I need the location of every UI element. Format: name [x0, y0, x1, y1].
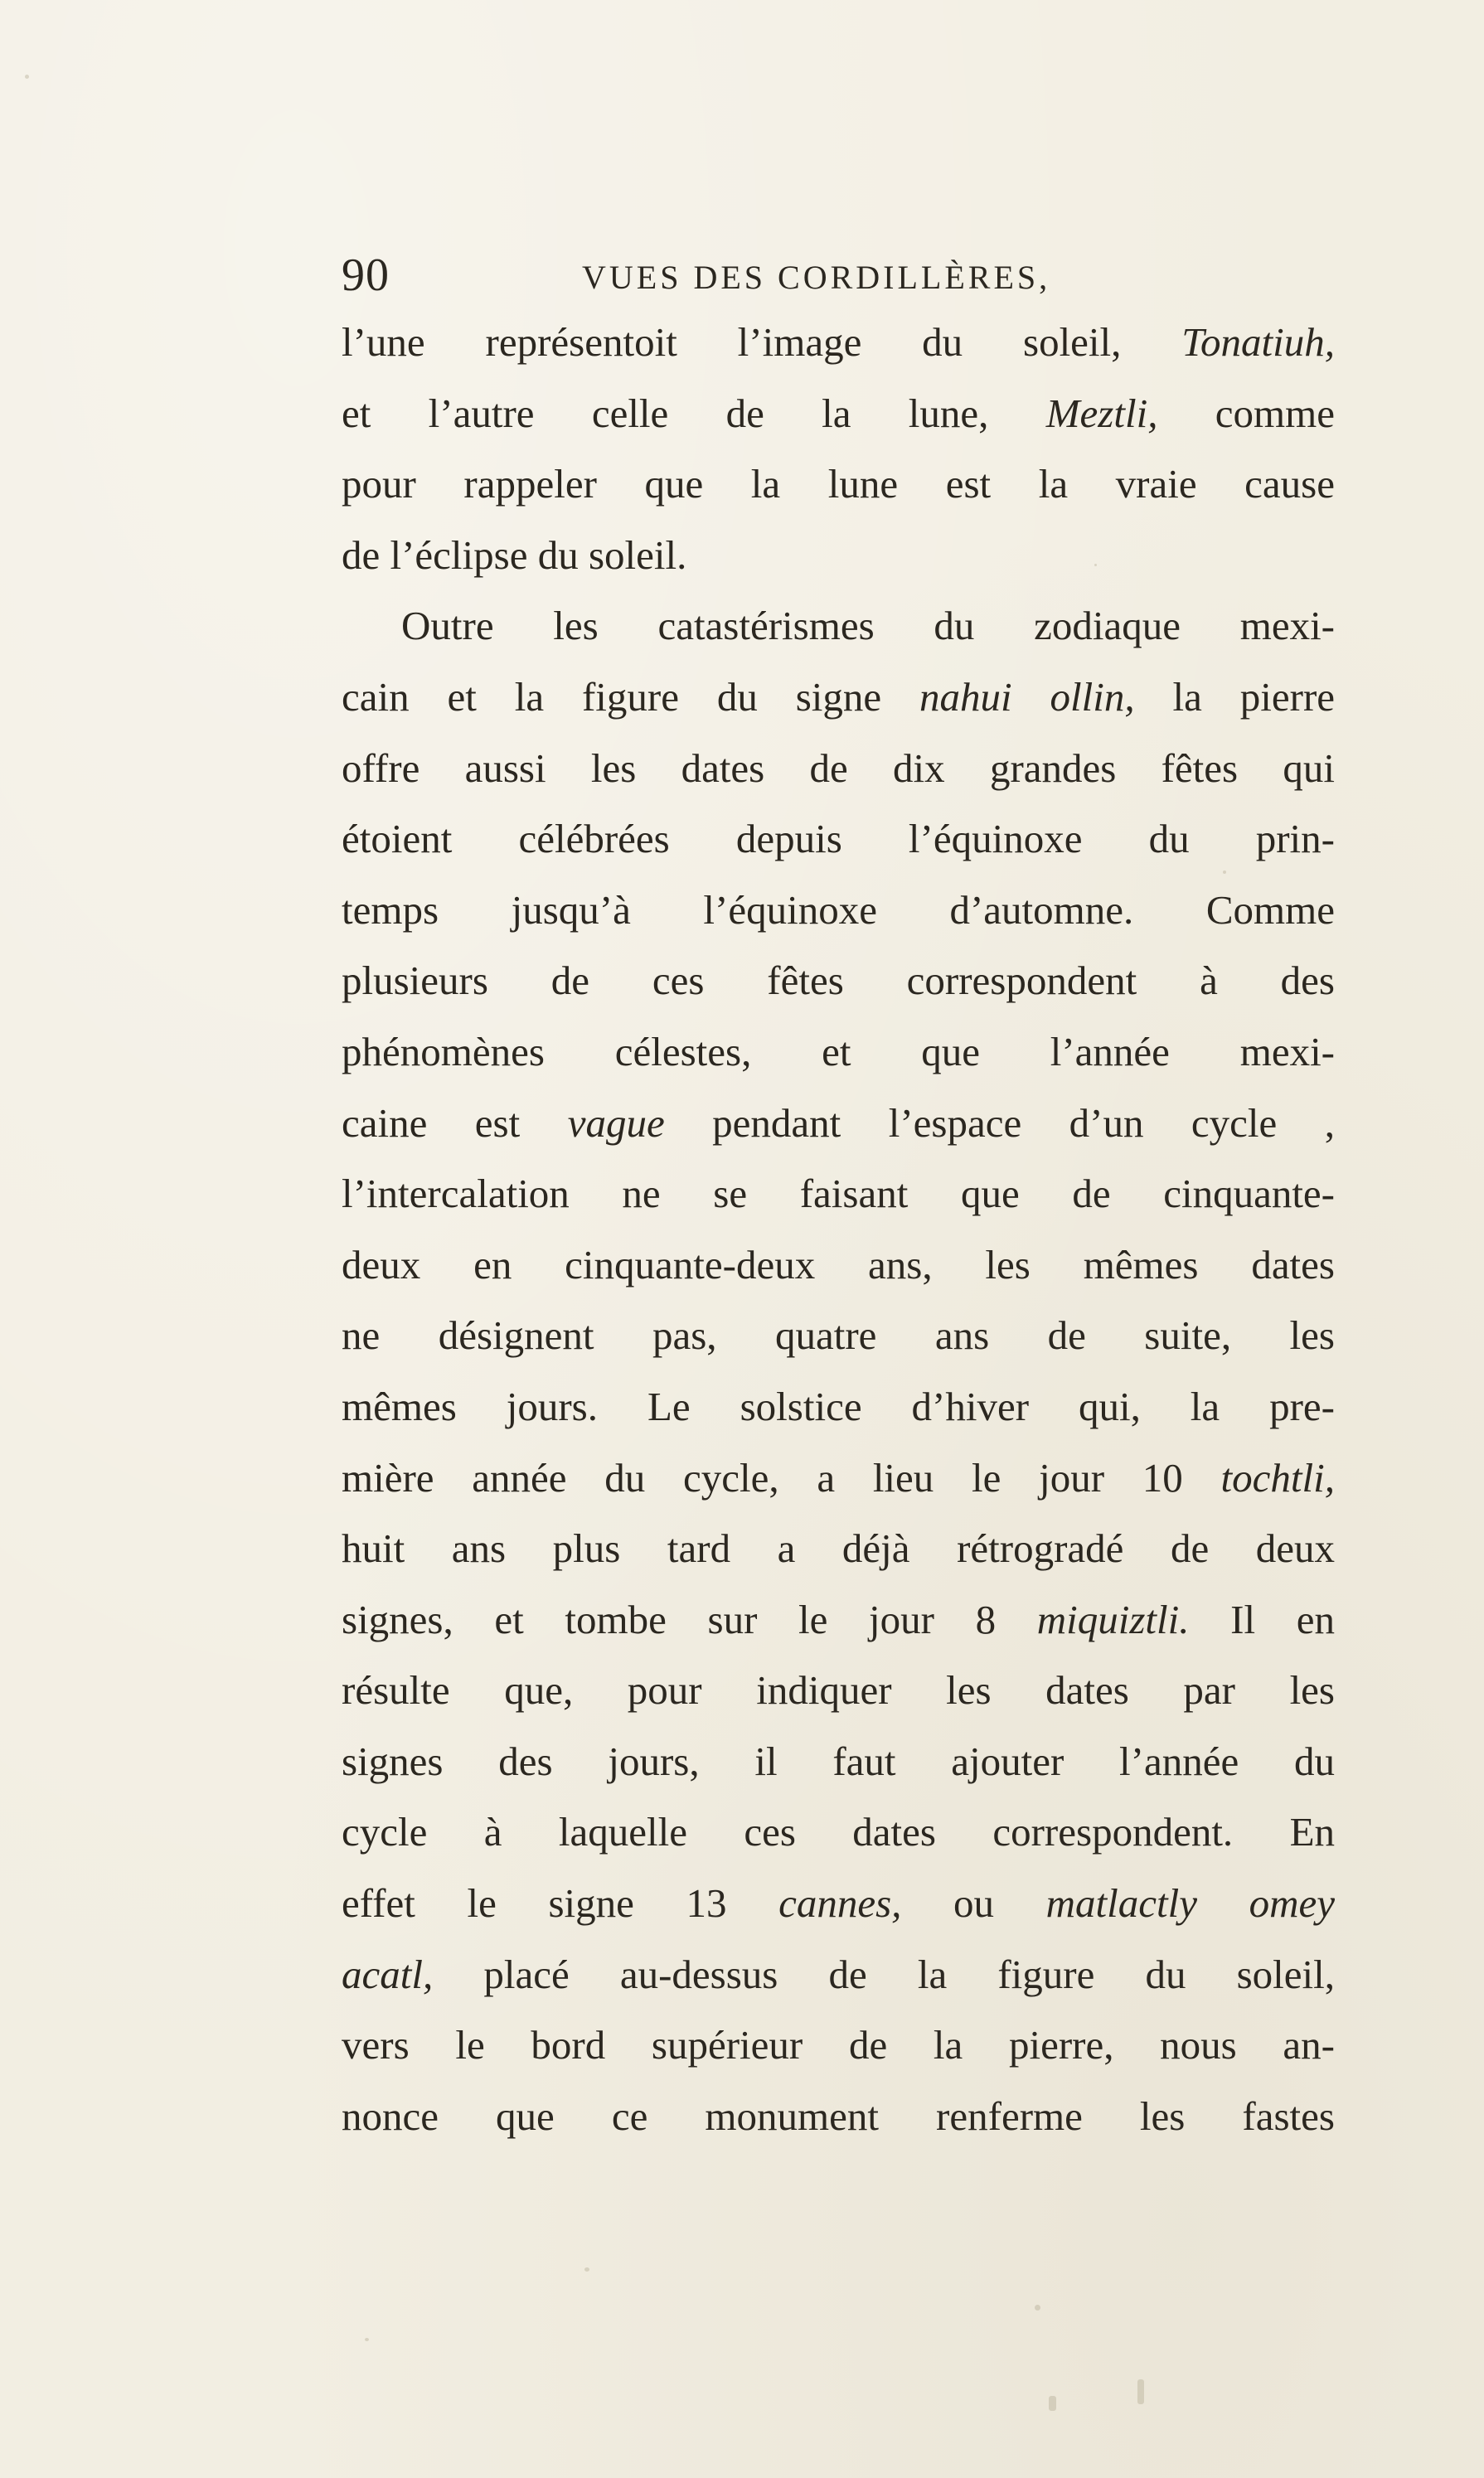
page-header — [342, 242, 1171, 308]
paragraph-first-line: Outre les catastérismes du zodiaque mexi- — [401, 603, 1335, 649]
text-line: effet le signe 13 cannes, ou matlactly omey — [342, 1880, 1336, 1927]
text-line: signes, et tombe sur le jour 8 miquiztli. Il en — [342, 1596, 1335, 1642]
text-line: huit ans plus tard a déjà rétrogradé de deux — [342, 1525, 1335, 1572]
text-line: cain et la figure du signe nahui ollin, la pierre — [342, 673, 1336, 720]
text-line: mière année du cycle, a lieu le jour 10 tochtli, — [342, 1454, 1335, 1501]
text-line: l’une représentoit l’image du soleil, Tonatiuh, — [342, 319, 1335, 365]
text-line: deux en cinquante-deux ans, les mêmes dates — [342, 1241, 1335, 1287]
text-line: caine est vague pendant l’espace d’un cycle , — [342, 1099, 1335, 1146]
text-line: de l’éclipse du soleil. — [342, 531, 687, 578]
text-line: vers le bord supérieur de la pierre, nous an- — [342, 2022, 1335, 2068]
text-line: résulte que, pour indiquer les dates par les — [342, 1667, 1335, 1714]
paper-speck — [1035, 2305, 1040, 2311]
paper-speck — [365, 2338, 369, 2341]
text-line: acatl, placé au-dessus de la figure du soleil, — [342, 1951, 1335, 1997]
body-text — [342, 307, 1335, 2151]
text-line: mêmes jours. Le solstice d’hiver qui, la pre- — [342, 1383, 1335, 1429]
text-line: et l’autre celle de la lune, Meztli, comme — [342, 390, 1335, 436]
text-line: étoient célébrées depuis l’équinoxe du prin- — [342, 816, 1335, 862]
page-number: 90 — [342, 250, 390, 301]
text-line: signes des jours, il faut ajouter l’année du — [342, 1738, 1335, 1784]
text-line: plusieurs de ces fêtes correspondent à des — [342, 958, 1335, 1004]
paper-speck — [584, 2267, 589, 2272]
text-line: nonce que ce monument renferme les fastes — [342, 2092, 1335, 2139]
text-line: phénomènes célestes, et que l’année mexi- — [342, 1028, 1335, 1074]
text-line: cycle à laquelle ces dates correspondent. En — [342, 1809, 1335, 1855]
text-line: pour rappeler que la lune est la vraie cause — [342, 461, 1335, 507]
text-line: l’intercalation ne se faisant que de cinquante- — [342, 1171, 1335, 1217]
paper-speck — [25, 75, 29, 79]
running-head: VUES DES CORDILLÈRES, — [582, 259, 1051, 296]
text-line: temps jusqu’à l’équinoxe d’automne. Comme — [342, 886, 1335, 933]
paper-speck — [1049, 2396, 1056, 2411]
text-line: ne désignent pas, quatre ans de suite, les — [342, 1312, 1335, 1359]
paper-speck — [1137, 2379, 1144, 2404]
text-line: offre aussi les dates de dix grandes fêtes qui — [342, 744, 1335, 791]
